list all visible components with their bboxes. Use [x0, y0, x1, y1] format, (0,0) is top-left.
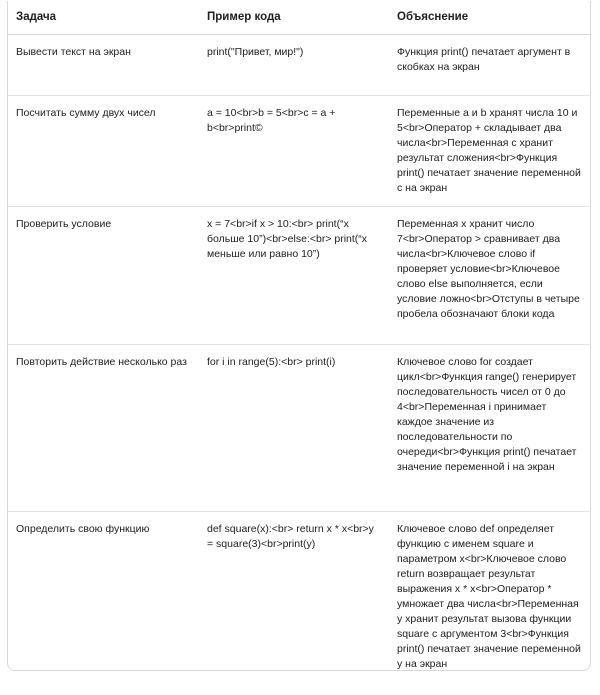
table-header-row [7, 3, 591, 35]
task-cell: Проверить условие [7, 207, 198, 345]
code-cell: a = 10<br>b = 5<br>c = a + b<br>print© [198, 96, 388, 207]
task-cell: Вывести текст на экран [7, 35, 198, 96]
explanation-cell: Переменные a и b хранят числа 10 и 5<br>Оператор + складывает два числа<br>Переменная c хранит результат сложения<br>Функция print() печатает значение переменной c на экран [388, 96, 591, 207]
header-code-example: Пример кода [198, 3, 388, 35]
explanation-cell: Функция print() печатает аргумент в скобках на экран [388, 35, 591, 96]
code-cell: print("Привет, мир!") [198, 35, 388, 96]
explanation-cell: Ключевое слово for создает цикл<br>Функция range() генерирует последовательность чисел от 0 до 4<br>Переменная i принимает каждое значение из последовательности по очереди<br>Функция print() печатает значение переменной i на экран [388, 345, 591, 512]
table-row [7, 207, 591, 345]
header-explanation: Объяснение [388, 3, 591, 35]
explanation-cell: Переменная x хранит число 7<br>Оператор > сравнивает два числа<br>Ключевое слово if проверяет условие<br>Ключевое слово else выполняется, если условие ложно<br>Отступы в четыре пробела обозначают блоки кода [388, 207, 591, 345]
code-examples-table [7, 3, 591, 695]
code-cell: for i in range(5):<br> print(i) [198, 345, 388, 512]
table-row [7, 512, 591, 695]
table-row [7, 345, 591, 512]
task-cell: Посчитать сумму двух чисел [7, 96, 198, 207]
explanation-cell: Ключевое слово def определяет функцию с именем square и параметром x<br>Ключевое слово return возвращает результат выражения x * x<br>Оператор * умножает два числа<br>Переменная y хранит результат вызова функции square с аргументом 3<br>Функция print() печатает значение переменной y на экран [388, 512, 591, 695]
task-cell: Определить свою функцию [7, 512, 198, 695]
code-cell: x = 7<br>if x > 10:<br> print(“x больше 10”)<br>else:<br> print(“x меньше или равно 10”) [198, 207, 388, 345]
table-row [7, 96, 591, 207]
code-cell: def square(x):<br> return x * x<br>y = square(3)<br>print(y) [198, 512, 388, 695]
header-task: Задача [7, 3, 198, 35]
task-cell: Повторить действие несколько раз [7, 345, 198, 512]
table-row [7, 35, 591, 96]
